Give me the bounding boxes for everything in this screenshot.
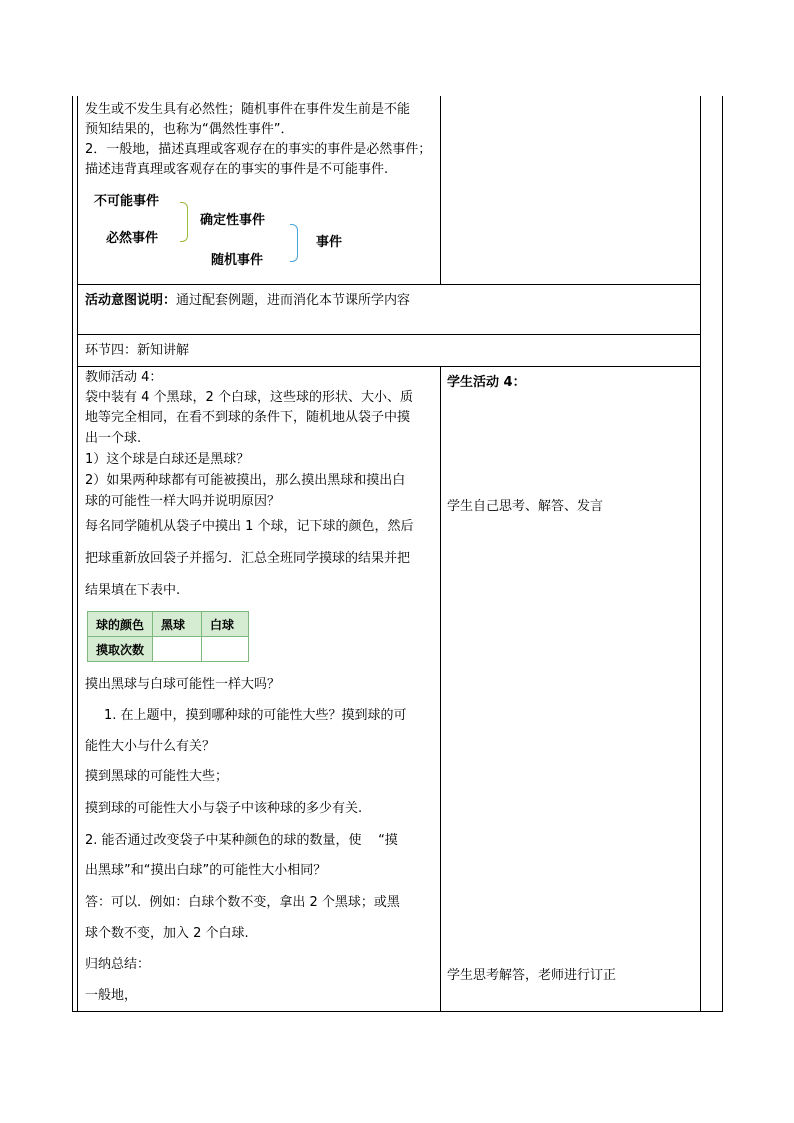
outer-border-right: [722, 96, 723, 1012]
teacher-line: 2）如果两种球都有可能被摸出，那么摸出黑球和摸出白: [85, 473, 406, 488]
student-note: 学生自己思考、解答、发言: [447, 499, 604, 514]
teacher-line: 1. 在上题中，摸到哪种球的可能性大些？摸到球的可: [104, 708, 407, 723]
teacher-line: 袋中装有 4 个黑球，2 个白球，这些球的形状、大小、质: [85, 390, 413, 405]
teacher-line: 2. 能否通过改变袋子中某种颜色的球的数量，使 “摸: [85, 833, 398, 848]
table-cell: [153, 637, 202, 662]
stage-title: 环节四：新知讲解: [85, 343, 190, 358]
intent-row: [85, 293, 410, 309]
paragraph-line: 2．一般地，描述真理或客观存在的事实的事件是必然事件；: [85, 142, 432, 157]
random-event-label: 随机事件: [211, 253, 264, 268]
teacher-line: 1）这个球是白球还是黑球？: [85, 452, 250, 467]
student-note: 学生思考解答，老师进行订正: [447, 968, 617, 983]
outer-border-left: [72, 96, 73, 1012]
teacher-line: 把球重新放回袋子并摇匀．汇总全班同学摸球的结果并把: [85, 551, 411, 566]
teacher-activity-title: 教师活动 4：: [85, 370, 163, 385]
teacher-line: 出黑球”和“摸出白球”的可能性大小相同？: [85, 863, 327, 878]
teacher-line: 归纳总结：: [85, 957, 151, 972]
event-label: 事件: [316, 235, 343, 250]
row-divider: [77, 334, 701, 335]
column-divider: [440, 96, 441, 284]
intent-label: 活动意图说明：: [85, 293, 177, 308]
bottom-border: [72, 1011, 723, 1012]
ball-color-table: [87, 611, 249, 662]
paragraph-line: 预知结果的，也称为“偶然性事件”．: [85, 122, 294, 137]
column-divider: [440, 366, 441, 1012]
certain-event-label: 必然事件: [106, 231, 159, 246]
teacher-line: 每名同学随机从袋子中摸出 1 个球，记下球的颜色，然后: [85, 519, 414, 534]
row-divider: [77, 366, 701, 367]
table-cell: [202, 637, 249, 662]
teacher-line: 出一个球.: [85, 431, 142, 446]
impossible-event-label: 不可能事件: [94, 194, 160, 209]
teacher-line: 答：可以. 例如：白球个数不变，拿出 2 个黑球；或黑: [85, 895, 400, 910]
table-row-label: 摸取次数: [88, 637, 153, 662]
inner-border-left: [77, 96, 78, 1012]
teacher-line: 摸到黑球的可能性大些；: [85, 769, 229, 784]
teacher-line: 摸到球的可能性大小与袋子中该种球的多少有关.: [85, 801, 363, 816]
right-column-line: [700, 96, 701, 1012]
table-header-cell: 球的颜色: [88, 612, 153, 637]
paragraph-line: 发生或不发生具有必然性；随机事件在事件发生前是不能: [85, 102, 411, 117]
teacher-line: 球的可能性一样大吗并说明原因？: [85, 494, 281, 509]
table-header-cell: 黑球: [153, 612, 202, 637]
right-brace: [290, 224, 298, 262]
teacher-line: 地等完全相同，在看不到球的条件下，随机地从袋子中摸: [85, 410, 411, 425]
teacher-line: 能性大小与什么有关？: [85, 739, 216, 754]
intent-text: 通过配套例题，进而消化本节课所学内容: [176, 293, 411, 308]
student-activity-title: 学生活动 4：: [447, 375, 526, 390]
teacher-line: 球个数不变，加入 2 个白球.: [85, 926, 249, 941]
teacher-line: 一般地，: [85, 988, 138, 1003]
left-brace: [180, 202, 188, 242]
teacher-line: 摸出黑球与白球可能性一样大吗？: [85, 677, 281, 692]
table-header-cell: 白球: [202, 612, 249, 637]
paragraph-line: 描述违背真理或客观存在的事实的事件是不可能事件.: [85, 162, 389, 177]
deterministic-event-label: 确定性事件: [200, 213, 266, 228]
row-divider: [77, 284, 701, 285]
teacher-line: 结果填在下表中.: [85, 583, 181, 598]
